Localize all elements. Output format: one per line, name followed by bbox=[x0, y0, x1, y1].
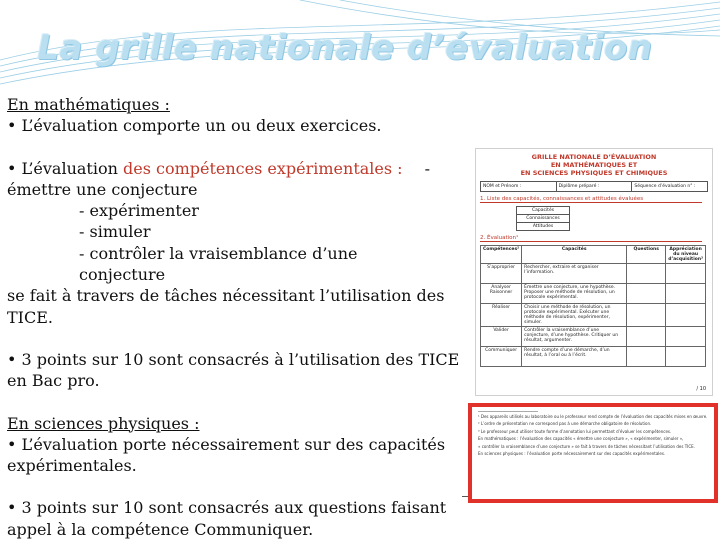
table-row bbox=[481, 264, 706, 284]
math-item-conjecture-2: conjecture bbox=[79, 265, 166, 285]
section-list-heading: 1. Liste des capacités, connaissances et attitudes évaluées bbox=[480, 196, 702, 203]
document-heading bbox=[476, 153, 712, 177]
table-header-row bbox=[481, 246, 706, 264]
grille-document-image bbox=[475, 148, 713, 396]
competence-cell: S’approprier bbox=[481, 264, 522, 284]
evaluation-table bbox=[480, 245, 706, 367]
competence-cell: Analyser Raisonner bbox=[481, 284, 522, 304]
math-heading: En mathématiques : bbox=[7, 95, 170, 114]
capacity-cell: Rendre compte d’une démarche, d’un résultat, à l’oral ou à l’écrit. bbox=[522, 347, 627, 367]
table-header-cell: Appréciation du niveau d’acquisition³ bbox=[666, 246, 706, 264]
mini-row: Capacités bbox=[517, 207, 569, 215]
divider bbox=[462, 496, 468, 497]
appreciation-cell bbox=[666, 264, 706, 284]
math-bullet-competences bbox=[7, 158, 465, 179]
id-field-name: NOM et Prénom : bbox=[481, 182, 557, 191]
math-item-simuler: - simuler bbox=[79, 222, 151, 242]
competence-cell: Communiquer bbox=[481, 347, 522, 367]
table-header-cell: Compétences² bbox=[481, 246, 522, 264]
footnotes-highlight-frame bbox=[468, 403, 718, 503]
id-field-diploma: Diplôme préparé : bbox=[557, 182, 633, 191]
sciences-bullet-points: • 3 points sur 10 sont consacrés aux questions faisant appel à la compétence Communiquer. bbox=[7, 498, 447, 539]
capacity-cell: Rechercher, extraire et organiser l’information. bbox=[522, 264, 627, 284]
score-mark: / 10 bbox=[696, 386, 706, 392]
table-row bbox=[481, 327, 706, 347]
document-heading-line: EN MATHÉMATIQUES ET bbox=[550, 161, 638, 169]
footnote-line: « contrôler la vraisemblance d’une conjecture » se fait à travers de tâches nécessitant l’utilisation des TICE. bbox=[478, 443, 695, 449]
math-bullet2-dash: - bbox=[424, 158, 430, 178]
table-header-cell: Questions bbox=[627, 246, 666, 264]
footnote-line: ³ Le professeur peut utiliser toute forme d’annotation lui permettant d’évaluer les compétences. bbox=[478, 428, 672, 434]
capacity-cell: Choisir une méthode de résolution, un protocole expérimental. Exécuter une méthode de résolution, expérimenter, simuler. bbox=[522, 304, 627, 327]
identity-row bbox=[480, 181, 708, 192]
question-cell bbox=[627, 347, 666, 367]
math-item-conjecture: émettre une conjecture bbox=[7, 179, 198, 199]
math-bullet-points: • 3 points sur 10 sont consacrés à l’utilisation des TICE en Bac pro. bbox=[7, 349, 460, 391]
table-row bbox=[481, 347, 706, 367]
question-cell bbox=[627, 327, 666, 347]
section-evaluation-heading: 2. Évaluation¹ bbox=[480, 235, 702, 242]
slide-title: La grille nationale d’évaluation bbox=[37, 28, 653, 68]
math-bullet-exercises: • L’évaluation comporte un ou deux exercices. bbox=[7, 116, 382, 136]
question-cell bbox=[627, 284, 666, 304]
capacity-cell: Émettre une conjecture, une hypothèse. Proposer une méthode de résolution, un protocole expérimental. bbox=[522, 284, 627, 304]
table-header-cell: Capacités bbox=[522, 246, 627, 264]
table-row bbox=[481, 284, 706, 304]
sciences-heading: En sciences physiques : bbox=[7, 413, 200, 433]
footnote-line: En mathématiques : l’évaluation des capacités « émettre une conjecture », « expérimenter, simuler », bbox=[478, 436, 684, 442]
question-cell bbox=[627, 264, 666, 284]
table-row bbox=[481, 304, 706, 327]
math-bullet2-highlight: des compétences expérimentales : bbox=[122, 158, 403, 178]
competence-cell: Réaliser bbox=[481, 304, 522, 327]
document-heading-line: GRILLE NATIONALE D’ÉVALUATION bbox=[531, 153, 657, 161]
document-heading-line: EN SCIENCES PHYSIQUES ET CHIMIQUES bbox=[520, 169, 668, 177]
appreciation-cell bbox=[666, 327, 706, 347]
footnote-line: ¹ Des appareils utilisés au laboratoire ou le professeur rend compte de l’évaluation des capacités mises en œuvre. bbox=[478, 414, 708, 419]
question-cell bbox=[627, 304, 666, 327]
competence-cell: Valider bbox=[481, 327, 522, 347]
math-item-controler: - contrôler la vraisemblance d’une bbox=[79, 243, 358, 263]
footnote-line: ² L’ordre de présentation ne correspond pas à une démarche obligatoire de résolution. bbox=[478, 421, 652, 427]
mini-row: Attitudes bbox=[532, 224, 554, 229]
appreciation-cell bbox=[666, 284, 706, 304]
capacity-cell: Contrôler la vraisemblance d’une conjecture, d’une hypothèse. Critiquer un résultat, argumenter. bbox=[522, 327, 627, 347]
footnote-separator bbox=[478, 411, 538, 412]
math-item-experimenter: - expérimenter bbox=[79, 201, 199, 221]
math-bullet2-prefix: • L’évaluation bbox=[7, 158, 123, 178]
slide-body bbox=[7, 94, 465, 540]
appreciation-cell bbox=[666, 304, 706, 327]
mini-row: Connaissances bbox=[517, 215, 569, 223]
footnote-line: En sciences physiques : l’évaluation porte nécessairement sur des capacités expérimentales. bbox=[478, 451, 666, 457]
sciences-bullet-capacites: • L’évaluation porte nécessairement sur des capacités expérimentales. bbox=[7, 434, 446, 476]
appreciation-cell bbox=[666, 347, 706, 367]
math-bullet2-end: se fait à travers de tâches nécessitant l’utilisation des TICE. bbox=[7, 286, 445, 327]
capacities-mini-table bbox=[516, 206, 570, 231]
id-field-sequence: Séquence d’évaluation n° : bbox=[634, 184, 696, 189]
